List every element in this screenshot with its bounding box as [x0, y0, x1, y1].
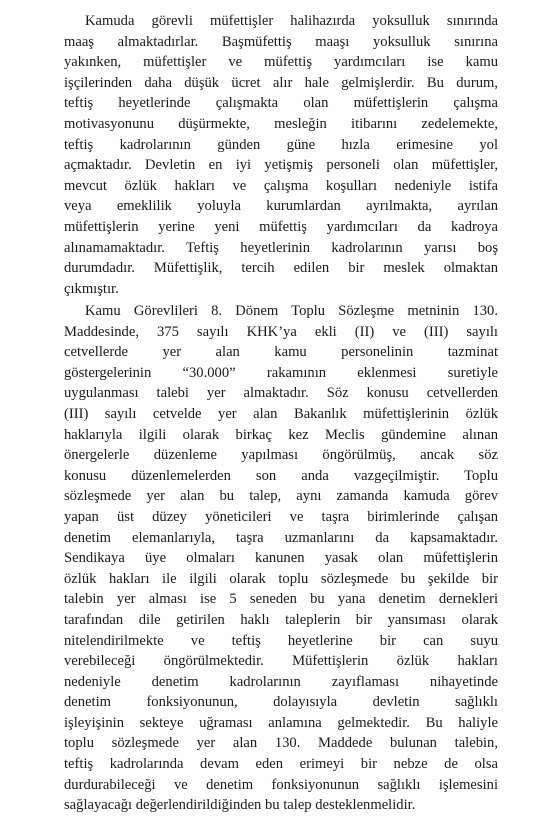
text-line: tarafından dile getirilen haklı taleplerin bir yansıması olarak [64, 611, 498, 628]
text-line: cetvellerde yer alan kamu personelinin tazminat [64, 344, 498, 361]
text-line: mevcut özlük hakları ve çalışma koşulları nedeniyle istifa [64, 177, 498, 194]
text-line: özlük hakları ile ilgili olarak toplu sözleşmede bu şekilde bir [64, 570, 498, 587]
text-line: teftiş kadrolarının günden güne hızla erimesine yol [64, 136, 498, 153]
text-line: yakınken, müfettişler ve müfettiş yardımcıları ise kamu [64, 54, 498, 71]
text-line: Maddesinde, 375 sayılı KHK’ya ekli (II) ve (III) sayılı [64, 323, 498, 340]
text-line: veya emeklilik yoluyla kurumlardan ayrılmakta, ayrılan [64, 198, 498, 215]
paragraph-1 [64, 11, 498, 299]
text-line: motivasyonunu düşürmekte, mesleğin itibarını zedelemekte, [64, 115, 498, 132]
text-line: (III) sayılı cetvelde yer alan Bakanlık müfettişlerinin özlük [64, 405, 498, 422]
text-line: talebin yer alması ise 5 seneden bu yana denetim dernekleri [64, 591, 498, 608]
text-line: durdurabileceği ve denetim fonksiyonunun sağlıklı işlemesini [64, 776, 498, 793]
text-line: Sendikaya üye olmaları kanunen yasak olan müfettişlerin [64, 550, 498, 567]
text-line: sözleşmede yer alan bu talep, aynı zamanda kamuda görev [64, 488, 498, 505]
text-line: nedeniyle denetim kadrolarının zayıflaması nihayetinde [64, 673, 498, 690]
text-line: durumdadır. Müfettişlik, tercih edilen bir meslek olmaktan [64, 260, 498, 277]
text-line: alınamamaktadır. Teftiş heyetlerinin kadrolarının yarısı boş [64, 239, 498, 256]
text-line: Kamu Görevlileri 8. Dönem Toplu Sözleşme metninin 130. [85, 303, 498, 319]
text-line: önergelerle düzenleme yapılması öngörülmüş, ancak söz [64, 447, 498, 464]
text-line: teftiş heyetlerinde çalışmakta olan müfettişlerin çalışma [64, 95, 498, 112]
text-line: verebileceği öngörülmektedir. Müfettişlerin özlük hakları [64, 653, 498, 670]
text-line: maaş almaktadırlar. Başmüfettiş maaşı yoksulluk sınırına [64, 33, 498, 50]
paragraph-2 [64, 301, 498, 816]
text-line: çıkmıştır. [64, 280, 119, 297]
text-line: işleyişinin sekteye uğraması anlamına gelmektedir. Bu haliyle [64, 714, 498, 731]
text-line: haklarıyla ilgili olarak birkaç kez Meclis gündemine alınan [64, 426, 498, 443]
text-line: denetim elemanlarıyla, taşra uzmanlarını da kapsamaktadır. [64, 529, 498, 546]
text-line: konusu düzenlemelerden son anda vazgeçilmiştir. Toplu [64, 467, 498, 484]
text-line: göstergelerinin “30.000” rakamının eklenmesi suretiyle [64, 364, 498, 381]
text-line: işçilerinden daha düşük ücret alır hale gelmişlerdir. Bu durum, [64, 74, 498, 91]
text-line: nitelendirilmekte ve teftiş heyetlerine bir can suyu [64, 632, 498, 649]
text-line: müfettişlerin yerine yeni müfettiş yardımcıları da kadroya [64, 218, 498, 235]
text-line: yapan üst düzey yöneticileri ve taşra birimlerinde çalışan [64, 508, 498, 525]
text-line: açmaktadır. Devletin en iyi yetişmiş personeli olan müfettişler, [64, 157, 498, 174]
text-line: teftiş kadrolarında devam eden erimeyi bir nebze de olsa [64, 756, 498, 773]
text-line: sağlayacağı değerlendirildiğinden bu talep desteklenmelidir. [64, 797, 416, 814]
text-line: toplu sözleşmede yer alan 130. Maddede bulunan talebin, [64, 735, 498, 752]
text-line: denetim fonksiyonunun, dolayısıyla devletin sağlıklı [64, 694, 498, 711]
text-line: uygulanması talebi yer almaktadır. Söz konusu cetvellerden [64, 385, 498, 402]
text-line: Kamuda görevli müfettişler halihazırda yoksulluk sınırında [85, 13, 498, 29]
